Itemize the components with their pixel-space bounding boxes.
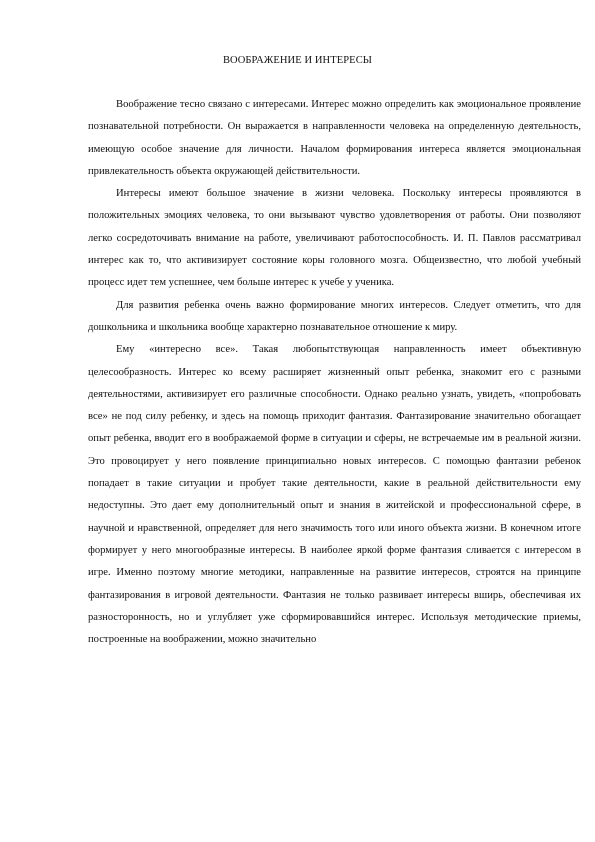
paragraph-2: Интересы имеют большое значение в жизни человека. Поскольку интересы проявляются в положительных эмоциях человека, то они вызывают чувство удовлетворения от работы. Они позволяют легко сосредоточивать внимание на работе, увеличивают работоспособность. И. П. Павлов рассматривал интерес как то, что активизирует состояние коры головного мозга. Общеизвестно, что любой учебный процесс идет тем успешнее, чем больше интерес к учебе у ученика. (88, 188, 581, 289)
document-title: ВООБРАЖЕНИЕ И ИНТЕРЕСЫ (222, 55, 373, 66)
paragraph-1: Воображение тесно связано с интересами. Интерес можно определить как эмоциональное проявление познавательной потребности. Он выражается в направленности человека на определенную деятельность, имеющую особое значение для личности. Началом формирования интереса является эмоциональная привлекательность объекта окружающей действительности. (88, 99, 581, 177)
paragraph-4: Ему «интересно все». Такая любопытствующая направленность имеет объективную целесообразность. Интерес ко всему расширяет жизненный опыт ребенка, знакомит его с разными деятельностями, активизирует его различные способности. Однако реально узнать, увидеть, «попробовать все» не под силу ребенку, и здесь на помощь приходит фантазия. Фантазирование значительно обогащает опыт ребенка, вводит его в воображаемой форме в ситуации и сферы, не встречаемые им в реальной жизни. Это провоцирует у него появление принципиально новых интересов. С помощью фантазии ребенок попадает в такие ситуации и пробует такие деятельности, какие в реальной действительности ему недоступны. Это дает ему дополнительный опыт и знания в житейской и профессиональной сфере, в научной и нравственной, определяет для него значимость того или иного объекта жизни. В конечном итоге формирует у него многообразные интересы. В наиболее яркой форме фантазия сливается с интересом в игре. Именно поэтому многие методики, направленные на развитие интересов, строятся на принципе фантазирования в игровой деятельности. Фантазия не только развивает интересы вширь, обеспечивая их разносторонность, но и углубляет уже сформировавшийся интерес. Используя методические приемы, построенные на воображении, можно значительно (88, 344, 581, 646)
paragraph-3: Для развития ребенка очень важно формирование многих интересов. Следует отметить, что для дошкольника и школьника вообще характерно познавательное отношение к миру. (88, 299, 581, 333)
document-body (88, 94, 581, 651)
